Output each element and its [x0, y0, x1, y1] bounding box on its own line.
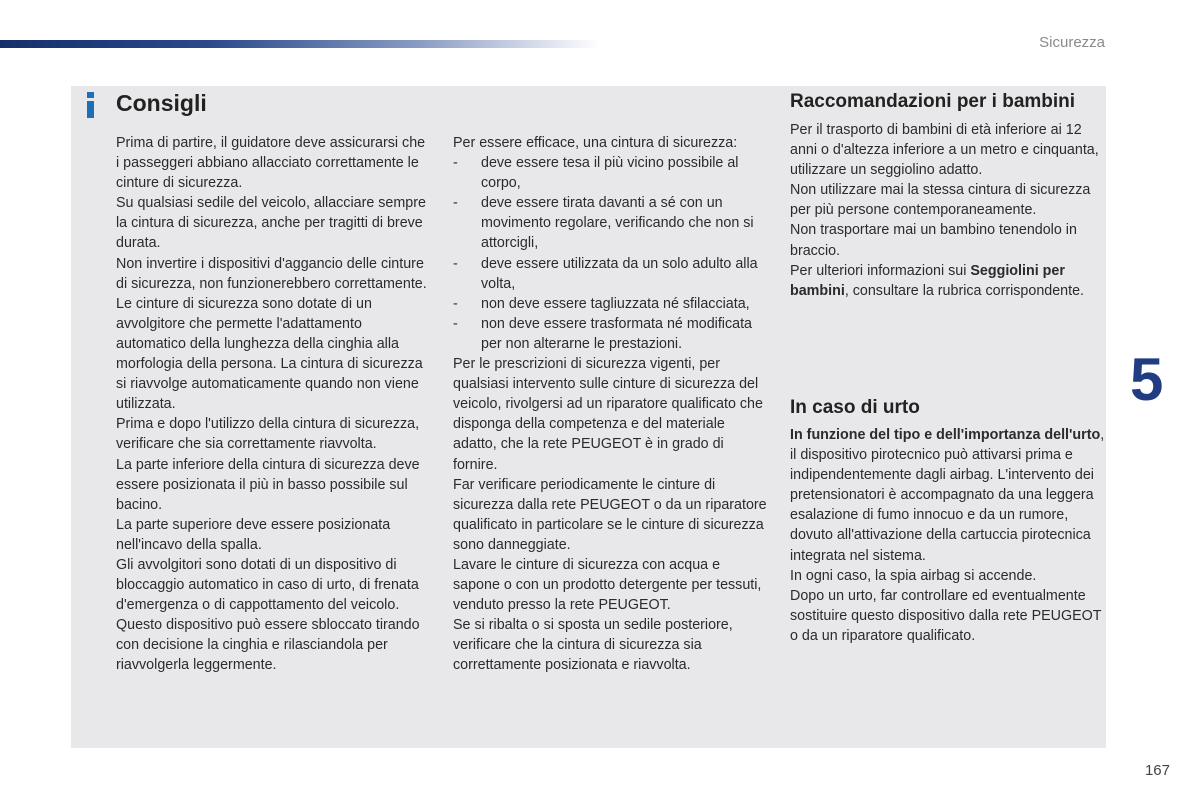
paragraph: Su qualsiasi sedile del veicolo, allacciare sempre la cintura di sicurezza, anche per tragitti di breve durata. [116, 195, 426, 252]
paragraph: In funzione del tipo e dell'importanza dell'urto, il dispositivo pirotecnico può attivarsi prima e indipendentemente dagli airbag. L'intervento dei pretensionatori è accompagnato da una leggera esalazione di fumo innocuo e da un rumore, dovuto all'attivazione della cartuccia pirotecnica integrata nel sistema. [790, 427, 1105, 564]
paragraph: Non utilizzare mai la stessa cintura di sicurezza per più persone contemporaneamente. [790, 182, 1091, 219]
list-item: - non deve essere tagliuzzata né sfilacciata, [453, 295, 750, 312]
paragraph: In ogni caso, la spia airbag si accende. [790, 567, 1037, 584]
list-item: - deve essere utilizzata da un solo adulto alla volta, [453, 255, 758, 292]
header-color-bar [0, 40, 600, 48]
urto-column [790, 425, 1108, 646]
paragraph: La parte superiore deve essere posizionata nell'incavo della spalla. [116, 516, 391, 553]
paragraph: Se si ribalta o si sposta un sedile posteriore, verificare che la cintura di sicurezza sia correttamente posizionata e riavvolta. [453, 617, 733, 674]
section-title: Sicurezza [1039, 34, 1105, 51]
paragraph: Prima di partire, il guidatore deve assicurarsi che i passeggeri abbiano allacciato correttamente le cinture di sicurezza. [116, 135, 426, 192]
info-icon [86, 92, 96, 118]
paragraph: Non invertire i dispositivi d'aggancio delle cinture di sicurezza, non funzionerebbero correttamente. [116, 255, 427, 292]
paragraph: Prima e dopo l'utilizzo della cintura di sicurezza, verificare che sia correttamente riavvolta. [116, 416, 420, 453]
list-item: - deve essere tirata davanti a sé con un movimento regolare, verificando che non si attorcigli, [453, 195, 754, 252]
paragraph: Le cinture di sicurezza sono dotate di un avvolgitore che permette l'adattamento automatico della lunghezza della cinghia alla morfologia della persona. La cintura di sicurezza si riavvolge automaticamente quando non viene utilizzata. [116, 295, 423, 413]
seggiolini-link-text: Seggiolini per bambini [790, 262, 1065, 299]
paragraph: Far verificare periodicamente le cinture di sicurezza dalla rete PEUGEOT o da un riparatore qualificato in particolare se le cinture di sicurezza sono danneggiate. [453, 476, 767, 553]
consigli-column-1 [116, 133, 431, 676]
paragraph: Per il trasporto di bambini di età inferiore ai 12 anni o d'altezza inferiore a un metro e cinquanta, utilizzare un seggiolino adatto. [790, 122, 1099, 179]
bambini-column [790, 120, 1108, 301]
paragraph: Per essere efficace, una cintura di sicurezza: [453, 135, 738, 151]
bambini-heading: Raccomandazioni per i bambini [790, 91, 1076, 112]
paragraph: Per le prescrizioni di sicurezza vigenti, per qualsiasi intervento sulle cinture di sicurezza del veicolo, rivolgersi ad un riparatore qualificato che disponga della competenza e del materiale adatto, che la rete PEUGEOT è in grado di fornire. [453, 356, 763, 473]
paragraph: Dopo un urto, far controllare ed eventualmente sostituire questo dispositivo dalla rete PEUGEOT o da un riparatore qualificato. [790, 587, 1102, 644]
consigli-heading: Consigli [116, 90, 207, 116]
consigli-column-2 [453, 133, 768, 676]
paragraph: Non trasportare mai un bambino tenendolo in braccio. [790, 222, 1077, 259]
list-item: - deve essere tesa il più vicino possibile al corpo, [453, 155, 739, 192]
page-number: 167 [1144, 762, 1170, 779]
paragraph: La parte inferiore della cintura di sicurezza deve essere posizionata il più in basso possibile sul bacino. [116, 456, 420, 513]
paragraph: Gli avvolgitori sono dotati di un dispositivo di bloccaggio automatico in caso di urto, di frenata d'emergenza o di cappottamento del veicolo. Questo dispositivo può essere sbloccato tirando con decisione la cinghia e rilasciandola per riavvolgerla leggermente. [116, 556, 420, 674]
paragraph: Lavare le cinture di sicurezza con acqua e sapone o con un prodotto detergente per tessuti, venduto presso la rete PEUGEOT. [453, 556, 762, 614]
urto-heading: In caso di urto [790, 397, 920, 418]
paragraph: Per ulteriori informazioni sui Seggiolini per bambini, consultare la rubrica corrispondente. [790, 262, 1085, 299]
chapter-number: 5 [1130, 346, 1164, 413]
list-item: - non deve essere trasformata né modificata per non alterarne le prestazioni. [453, 315, 752, 352]
